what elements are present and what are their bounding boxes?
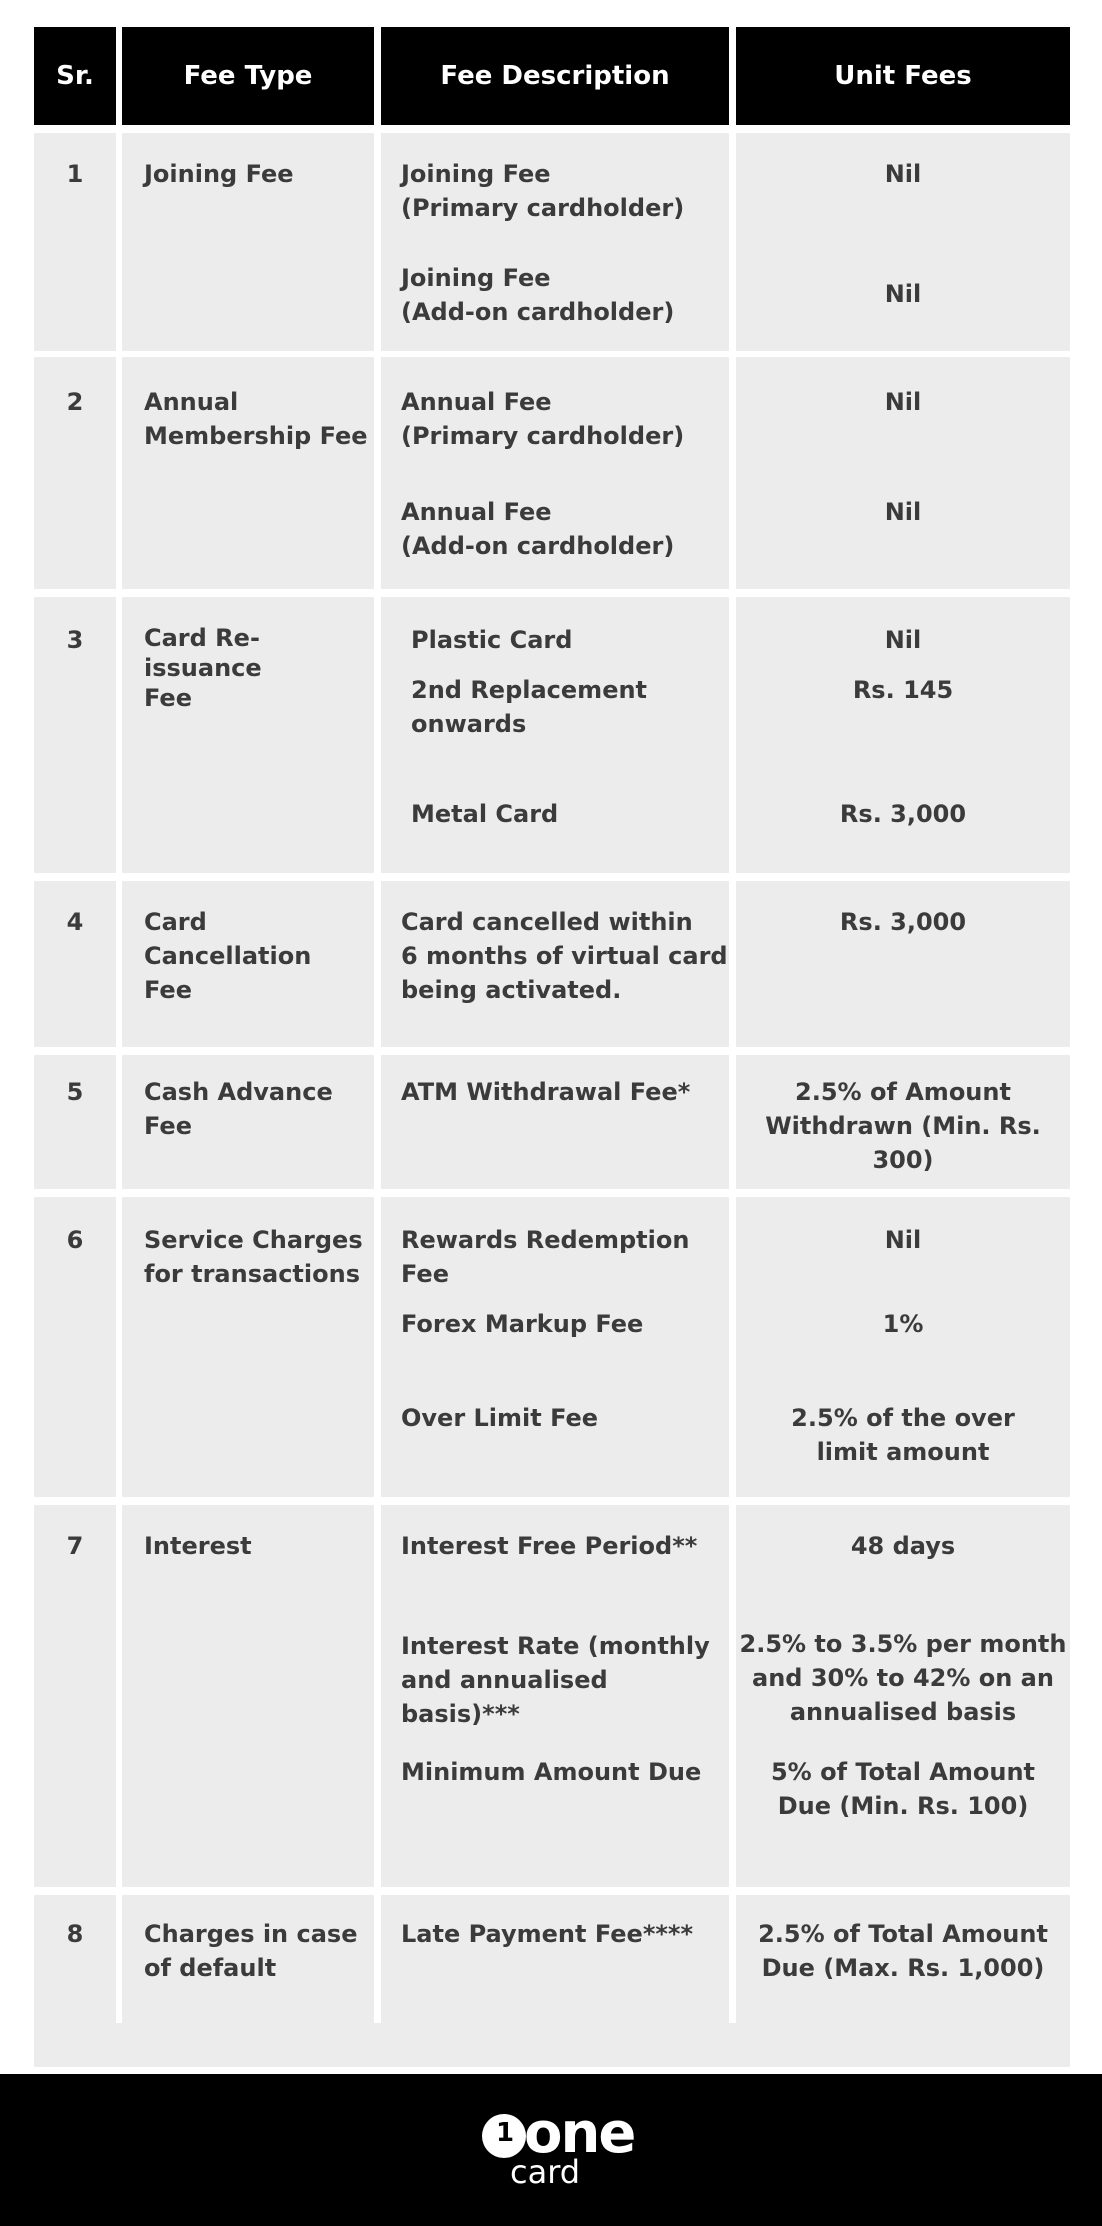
header-fee-description: Fee Description: [381, 27, 729, 125]
unit-fee: Nil: [884, 626, 922, 654]
row-fee-type: Service Charges for transactions: [144, 1226, 363, 1288]
row-sr: 3: [66, 626, 84, 654]
row-fee-type: Annual Membership Fee: [144, 388, 368, 450]
unit-fee: Nil: [884, 1226, 922, 1254]
unit-fee: 2.5% to 3.5% per month and 30% to 42% on an annualised basis: [739, 1630, 1067, 1726]
fee-description: Late Payment Fee****: [401, 1920, 694, 1948]
fee-description: Joining Fee (Add-on cardholder): [401, 264, 675, 326]
logo-sub: card: [510, 2153, 581, 2191]
unit-fee: Nil: [884, 388, 922, 416]
table-row: [34, 1505, 1070, 1887]
header-sr: Sr.: [34, 27, 116, 125]
unit-fee: 2.5% of Amount Withdrawn (Min. Rs. 300): [765, 1078, 1041, 1174]
unit-fee: Nil: [884, 280, 922, 308]
unit-fee: Rs. 3,000: [839, 800, 967, 828]
fee-table: [34, 27, 1070, 1982]
table-row: [34, 1197, 1070, 1497]
unit-fee: Nil: [884, 160, 922, 188]
fee-description: Forex Markup Fee: [401, 1310, 644, 1338]
table-header-row: [34, 27, 1070, 125]
fee-description: Annual Fee (Primary cardholder): [401, 388, 685, 450]
fee-description: 2nd Replacement onwards: [411, 676, 648, 738]
table-row: [34, 1895, 1070, 2039]
fee-description: Plastic Card: [411, 626, 573, 654]
fee-description: Metal Card: [411, 800, 559, 828]
fee-description: Minimum Amount Due: [401, 1758, 702, 1786]
fee-description: Over Limit Fee: [401, 1404, 599, 1432]
row-sr: 2: [66, 388, 84, 416]
row-sr: 6: [66, 1226, 84, 1254]
row-sr: 4: [66, 908, 84, 936]
row-fee-type: Card Re-issuance Fee: [144, 624, 262, 712]
onecard-logo: [480, 2101, 635, 2191]
header-unit-fees: Unit Fees: [736, 27, 1070, 125]
fee-description: Interest Free Period**: [401, 1532, 698, 1560]
row-fee-type: Joining Fee: [144, 160, 294, 188]
fee-description: Card cancelled within 6 months of virtual card being activated.: [401, 908, 728, 1004]
fee-description: Annual Fee (Add-on cardholder): [401, 498, 675, 560]
logo-word: one: [524, 2101, 635, 2166]
unit-fee: 5% of Total Amount Due (Min. Rs. 100): [770, 1758, 1036, 1820]
table-row: [34, 1055, 1070, 1189]
header-fee-type: Fee Type: [122, 27, 374, 125]
row-fee-type: Cash Advance Fee: [144, 1078, 333, 1140]
table-row: [34, 597, 1070, 873]
unit-fee: 2.5% of the over limit amount: [791, 1404, 1015, 1466]
fee-description: ATM Withdrawal Fee*: [401, 1078, 691, 1106]
fee-description: Interest Rate (monthly and annualised basis)***: [401, 1632, 710, 1728]
unit-fee: 1%: [882, 1310, 924, 1338]
row-fee-type: Card Cancellation Fee: [144, 908, 312, 1004]
table-bottom-strip: [34, 2023, 1070, 2067]
fee-description: Joining Fee (Primary cardholder): [401, 160, 685, 222]
row-sr: 5: [66, 1078, 84, 1106]
row-fee-type: Interest: [144, 1532, 252, 1560]
unit-fee: Rs. 3,000: [839, 908, 967, 936]
table-row: [34, 357, 1070, 589]
unit-fee: 48 days: [850, 1532, 956, 1560]
table-row: [34, 881, 1070, 1047]
fee-description: Rewards Redemption Fee: [401, 1226, 690, 1288]
unit-fee: Rs. 145: [852, 676, 954, 704]
row-sr: 7: [66, 1532, 84, 1560]
row-sr: 8: [66, 1920, 84, 1948]
table-row: [34, 133, 1070, 351]
unit-fee: 2.5% of Total Amount Due (Max. Rs. 1,000): [758, 1920, 1048, 1982]
unit-fee: Nil: [884, 498, 922, 526]
row-sr: 1: [66, 160, 84, 188]
row-fee-type: Charges in case of default: [144, 1920, 358, 1982]
logo-badge-number: 1: [496, 2118, 515, 2148]
